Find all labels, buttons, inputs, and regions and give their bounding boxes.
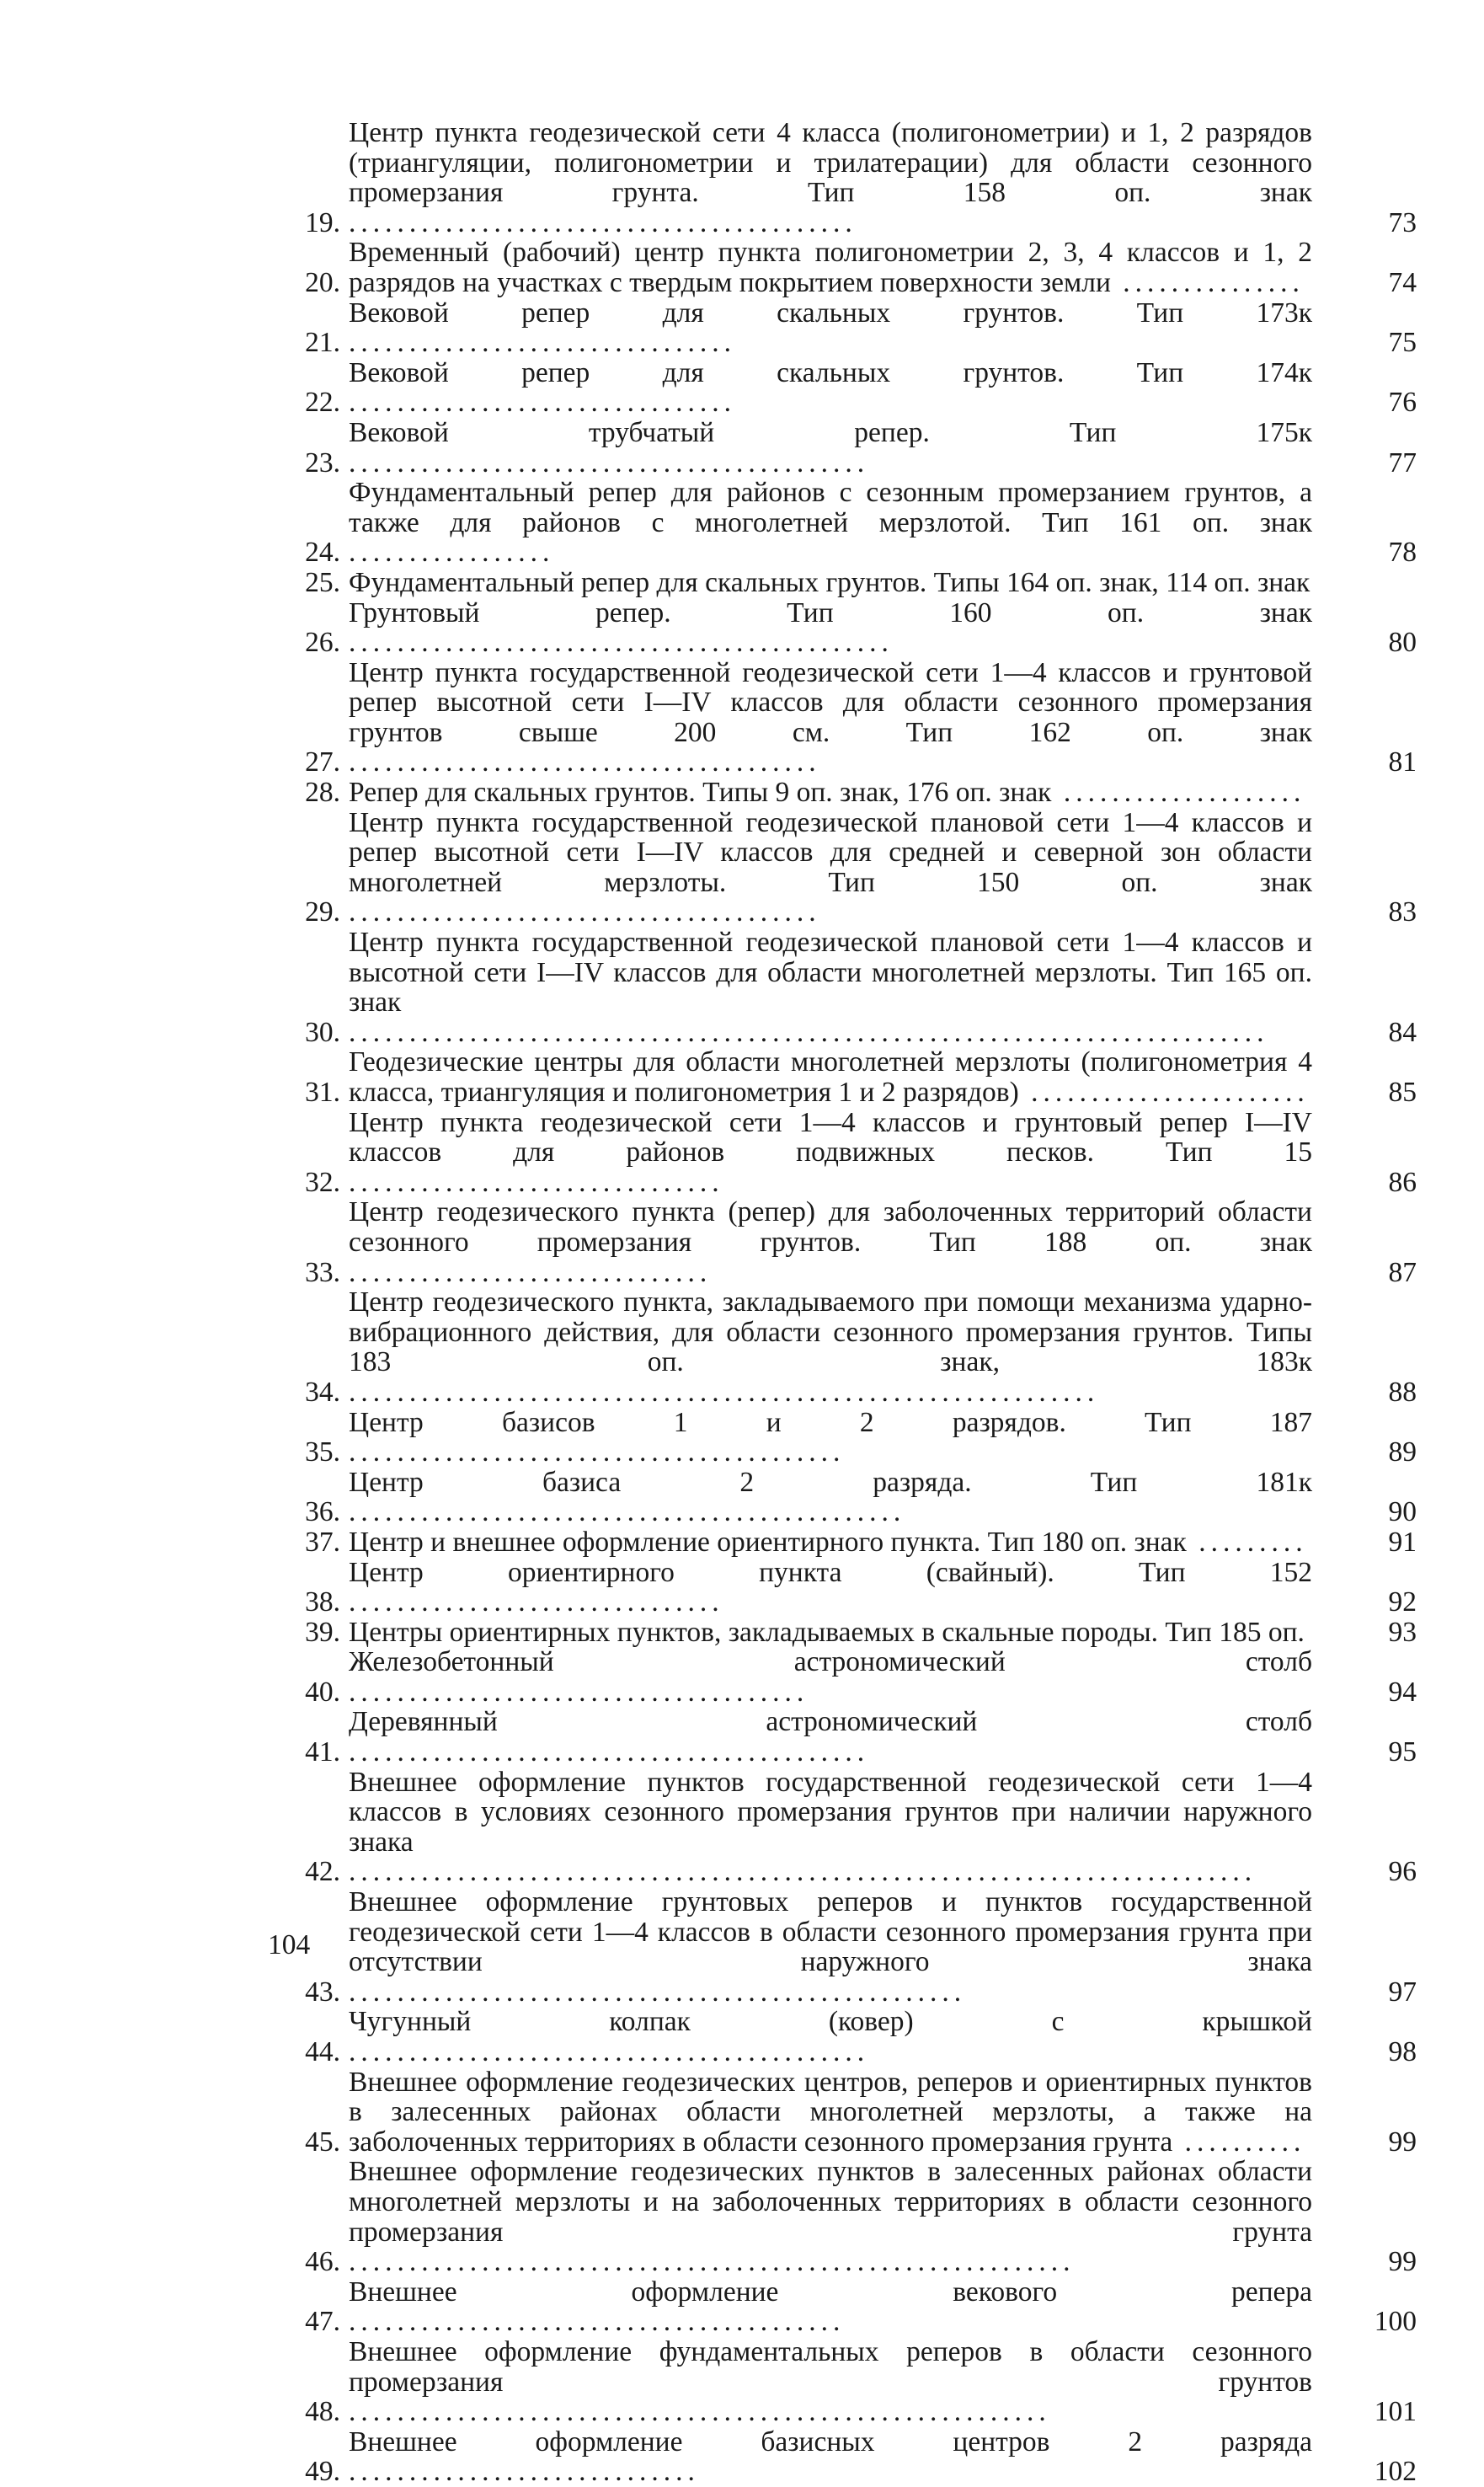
entry-number: 47. — [305, 2306, 340, 2338]
table-of-contents — [278, 118, 1417, 2487]
toc-entry — [278, 2337, 1417, 2427]
dot-leader: ....................................... — [349, 896, 821, 928]
entry-number: 35. — [305, 1436, 340, 1468]
toc-entry — [278, 2427, 1417, 2487]
entry-text — [349, 238, 1312, 297]
entry-text — [349, 1707, 1312, 1767]
entry-number: 34. — [305, 1376, 340, 1408]
entry-page: 76 — [1388, 387, 1417, 419]
toc-entry — [278, 1468, 1417, 1527]
toc-entry — [278, 568, 1417, 598]
dot-leader: ....................... — [1018, 1077, 1310, 1108]
dot-leader: ............................................................ — [349, 2246, 1076, 2278]
entry-title: Внешнее оформление фундаментальных реперов в области сезонного промерзания грунтов — [349, 2335, 1312, 2398]
entry-text — [349, 1408, 1312, 1468]
entry-title: Железобетонный астрономический столб — [349, 1646, 1312, 1678]
entry-title: Центр пункта государственной геодезической плановой сети 1—4 классов и репер высотной сети I—IV классов для средней и северной зон области многолетней мерзлоты. Тип 150 оп. знак — [349, 806, 1312, 898]
entry-text — [349, 2277, 1312, 2337]
entry-number: 42. — [305, 1856, 340, 1888]
entry-text — [349, 358, 1312, 418]
dot-leader: ........................................... — [349, 2036, 870, 2067]
entry-title: Внешнее оформление базисных центров 2 разряда — [349, 2425, 1312, 2458]
entry-page: 78 — [1388, 537, 1417, 569]
entry-title: Центр геодезического пункта, закладываемого при помощи механизма ударно-вибрационного действия, для области сезонного промерзания грунтов. Типы 183 оп. знак, 183к — [349, 1286, 1312, 1378]
entry-title: Вековой репер для скальных грунтов. Тип 173к — [349, 297, 1312, 329]
toc-entry — [278, 1527, 1417, 1558]
entry-title: Внешнее оформление пунктов государственной геодезической сети 1—4 классов в условиях сезонного промерзания грунтов при наличии наружного знака — [349, 1766, 1312, 1858]
entry-text — [349, 118, 1312, 238]
entry-number: 22. — [305, 387, 340, 419]
entry-page: 80 — [1388, 627, 1417, 659]
toc-entry — [278, 358, 1417, 418]
toc-entry — [278, 1707, 1417, 1767]
toc-entry — [278, 298, 1417, 358]
dot-leader: .......................................... — [349, 206, 857, 238]
entry-page: 81 — [1388, 746, 1417, 778]
entry-text — [349, 2157, 1312, 2276]
entry-text — [349, 1527, 1312, 1558]
entry-number: 44. — [305, 2036, 340, 2067]
entry-title: Внешнее оформление грунтовых реперов и пунктов государственной геодезической сети 1—4 классов в области сезонного промерзания грунта при отсутствии наружного знака — [349, 1886, 1312, 1978]
entry-title: Репер для скальных грунтов. Типы 9 оп. знак, 176 оп. знак — [349, 777, 1052, 809]
toc-entry — [278, 1647, 1417, 1707]
entry-text — [349, 1287, 1312, 1407]
toc-entry — [278, 478, 1417, 568]
entry-number: 37. — [305, 1526, 340, 1558]
entry-number: 45. — [305, 2126, 340, 2158]
dot-leader: ................................ — [349, 387, 736, 419]
dot-leader: ................. — [349, 537, 555, 569]
entry-number: 41. — [305, 1736, 340, 1768]
entry-text — [349, 568, 1312, 598]
dot-leader: .......................................................... — [349, 2396, 1051, 2428]
entry-number: 19. — [305, 206, 340, 238]
entry-page: 100 — [1374, 2306, 1417, 2338]
dot-leader: ............................... — [349, 1586, 724, 1618]
entry-text — [349, 808, 1312, 928]
entry-text — [349, 658, 1312, 778]
entry-page: 94 — [1388, 1676, 1417, 1708]
entry-text — [349, 1647, 1312, 1707]
dot-leader: ............................................. — [349, 627, 894, 659]
entry-text — [349, 778, 1312, 808]
entry-number: 46. — [305, 2246, 340, 2278]
entry-page: 87 — [1388, 1256, 1417, 1288]
entry-number: 23. — [305, 447, 340, 479]
entry-number: 25. — [305, 566, 340, 598]
entry-page: 85 — [1388, 1077, 1417, 1108]
dot-leader: ............................. — [349, 2456, 700, 2487]
dot-leader: ...................................... — [349, 1676, 809, 1708]
entry-number: 38. — [305, 1586, 340, 1618]
toc-entry — [278, 418, 1417, 478]
entry-text — [349, 298, 1312, 358]
dot-leader: ........................................... — [349, 1736, 870, 1768]
toc-entry — [278, 118, 1417, 238]
entry-number: 43. — [305, 1976, 340, 2008]
toc-entry — [278, 2007, 1417, 2067]
entry-text — [349, 1468, 1312, 1527]
entry-page: 89 — [1388, 1436, 1417, 1468]
entry-number: 40. — [305, 1676, 340, 1708]
dot-leader: ................................ — [349, 327, 736, 359]
toc-entry — [278, 928, 1417, 1047]
entry-title: Центр базиса 2 разряда. Тип 181к — [349, 1466, 1312, 1498]
entry-title: Внешнее оформление геодезических пунктов в залесенных районах области многолетней мерзлоты и на заболоченных территориях в области сезонного промерзания грунта — [349, 2156, 1312, 2248]
entry-text — [349, 2337, 1312, 2427]
entry-number: 29. — [305, 896, 340, 928]
entry-number: 30. — [305, 1016, 340, 1048]
entry-title: Центр и внешнее оформление ориентирного пункта. Тип 180 оп. знак — [349, 1526, 1187, 1558]
entry-page: 102 — [1374, 2456, 1417, 2487]
entry-title: Центр базисов 1 и 2 разрядов. Тип 187 — [349, 1406, 1312, 1438]
entry-number: 39. — [305, 1616, 340, 1648]
entry-title: Внешнее оформление векового репера — [349, 2276, 1312, 2308]
entry-text — [349, 598, 1312, 658]
entry-number: 20. — [305, 266, 340, 298]
dot-leader: ............... — [1110, 266, 1305, 298]
toc-entry — [278, 808, 1417, 928]
entry-page: 96 — [1388, 1856, 1417, 1888]
entry-title: Внешнее оформление геодезических центров, реперов и ориентирных пунктов в залесенных районах области многолетней мерзлоты, а также на заболоченных территориях в области сезонного промерзания грунта — [349, 2066, 1312, 2158]
entry-page: 98 — [1388, 2036, 1417, 2067]
entry-title: Фундаментальный репер для скальных грунтов. Типы 164 оп. знак, 114 оп. знак — [349, 566, 1311, 598]
entry-text — [349, 418, 1312, 478]
entry-number: 36. — [305, 1496, 340, 1528]
entry-page: 92 — [1388, 1586, 1417, 1618]
entry-text — [349, 1108, 1312, 1198]
entry-text — [349, 478, 1312, 568]
entry-text — [349, 1047, 1312, 1107]
dot-leader: .............................................. — [349, 1496, 906, 1528]
entry-page: 99 — [1388, 2126, 1417, 2158]
entry-page: 90 — [1388, 1496, 1417, 1528]
entry-title: Геодезические центры для области многолетней мерзлоты (полигонометрия 4 класса, триангуляция и полигонометрия 1 и 2 разрядов) — [349, 1046, 1312, 1108]
entry-number: 33. — [305, 1256, 340, 1288]
entry-title: Центры ориентирных пунктов, закладываемых в скальные породы. Тип 185 оп. — [349, 1616, 1305, 1648]
entry-page: 95 — [1388, 1736, 1417, 1768]
dot-leader: ........................................... — [349, 447, 870, 479]
entry-number: 31. — [305, 1077, 340, 1108]
entry-page: 97 — [1388, 1976, 1417, 2008]
dot-leader: ......................................... — [349, 2306, 846, 2338]
toc-entry — [278, 2157, 1417, 2276]
entry-title: Вековой репер для скальных грунтов. Тип 174к — [349, 356, 1312, 388]
entry-number: 26. — [305, 627, 340, 659]
toc-entry — [278, 1287, 1417, 1407]
entry-number: 21. — [305, 327, 340, 359]
entry-title: Центр ориентирного пункта (свайный). Тип 152 — [349, 1556, 1312, 1588]
entry-number: 49. — [305, 2456, 340, 2487]
dot-leader: ........................................................................... — [349, 1856, 1257, 1888]
dot-leader: ......................................... — [349, 1436, 846, 1468]
entry-page: 84 — [1388, 1016, 1417, 1048]
toc-entry — [278, 2067, 1417, 2158]
entry-title: Грунтовый репер. Тип 160 оп. знак — [349, 596, 1312, 628]
entry-number: 27. — [305, 746, 340, 778]
entry-page: 99 — [1388, 2246, 1417, 2278]
entry-text — [349, 2427, 1312, 2487]
dot-leader: ................................................... — [349, 1976, 967, 2008]
toc-entry — [278, 238, 1417, 297]
dot-leader: ....................................... — [349, 746, 821, 778]
entry-page: 101 — [1374, 2396, 1417, 2428]
entry-text — [349, 2007, 1312, 2067]
entry-title: Центр пункта государственной геодезической сети 1—4 классов и грунтовой репер высотной сети I—IV классов для области сезонного промерзания грунтов свыше 200 см. Тип 162 оп. знак — [349, 656, 1312, 748]
entry-number: 32. — [305, 1166, 340, 1198]
toc-entry — [278, 1197, 1417, 1287]
toc-entry — [278, 1108, 1417, 1198]
entry-text — [349, 2067, 1312, 2158]
toc-entry — [278, 1047, 1417, 1107]
dot-leader: .............................. — [349, 1256, 713, 1288]
entry-number: 48. — [305, 2396, 340, 2428]
dot-leader: .................... — [1051, 777, 1306, 809]
toc-entry — [278, 2277, 1417, 2337]
entry-title: Фундаментальный репер для районов с сезонным промерзанием грунтов, а также для районов с многолетней мерзлотой. Тип 161 оп. знак — [349, 477, 1312, 538]
page-number: 104 — [268, 1929, 311, 1960]
entry-title: Центр пункта государственной геодезической плановой сети 1—4 классов и высотной сети I—IV классов для области многолетней мерзлоты. Тип 165 оп. знак — [349, 927, 1312, 1019]
toc-entry — [278, 1558, 1417, 1618]
entry-text — [349, 1768, 1312, 1887]
toc-entry — [278, 1768, 1417, 1887]
entry-text — [349, 1618, 1312, 1648]
dot-leader: .......... — [1172, 2126, 1306, 2158]
entry-number: 24. — [305, 537, 340, 569]
entry-text — [349, 1197, 1312, 1287]
entry-title: Центр пункта геодезической сети 1—4 классов и грунтовый репер I—IV классов для районов подвижных песков. Тип 15 — [349, 1106, 1312, 1169]
entry-title: Центр пункта геодезической сети 4 класса (полигонометрии) и 1, 2 разрядов (триангуляции, полигонометрии и трилатерации) для области сезонного промерзания грунта. Тип 158 оп. знак — [349, 117, 1312, 209]
entry-title: Центр геодезического пункта (репер) для заболоченных территорий области сезонного промерзания грунтов. Тип 188 оп. знак — [349, 1196, 1312, 1258]
entry-text — [349, 928, 1312, 1047]
entry-page: 86 — [1388, 1166, 1417, 1198]
dot-leader: .............................................................. — [349, 1376, 1100, 1408]
entry-number: 28. — [305, 777, 340, 809]
toc-entry — [278, 598, 1417, 658]
entry-title: Чугунный колпак (ковер) с крышкой — [349, 2006, 1312, 2038]
entry-text — [349, 1558, 1312, 1618]
toc-entry — [278, 1618, 1417, 1648]
entry-title: Вековой трубчатый репер. Тип 175к — [349, 416, 1312, 448]
entry-page: 75 — [1388, 327, 1417, 359]
entry-text — [349, 1887, 1312, 2007]
entry-page: 83 — [1388, 896, 1417, 928]
entry-page: 93 — [1388, 1616, 1417, 1648]
entry-page: 77 — [1388, 447, 1417, 479]
toc-entry — [278, 1408, 1417, 1468]
toc-entry — [278, 658, 1417, 778]
toc-entry — [278, 1887, 1417, 2007]
dot-leader: ............................... — [349, 1166, 724, 1198]
entry-page: 74 — [1388, 266, 1417, 298]
entry-page: 73 — [1388, 206, 1417, 238]
entry-title: Деревянный астрономический столб — [349, 1706, 1312, 1738]
dot-leader: ............................................................................ — [349, 1016, 1269, 1048]
toc-entry — [278, 778, 1417, 808]
entry-page: 91 — [1388, 1526, 1417, 1558]
entry-page: 88 — [1388, 1376, 1417, 1408]
entry-title: Временный (рабочий) центр пункта полигонометрии 2, 3, 4 классов и 1, 2 разрядов на участках с твердым покрытием поверхности земли — [349, 237, 1312, 298]
dot-leader: ......... — [1186, 1526, 1308, 1558]
